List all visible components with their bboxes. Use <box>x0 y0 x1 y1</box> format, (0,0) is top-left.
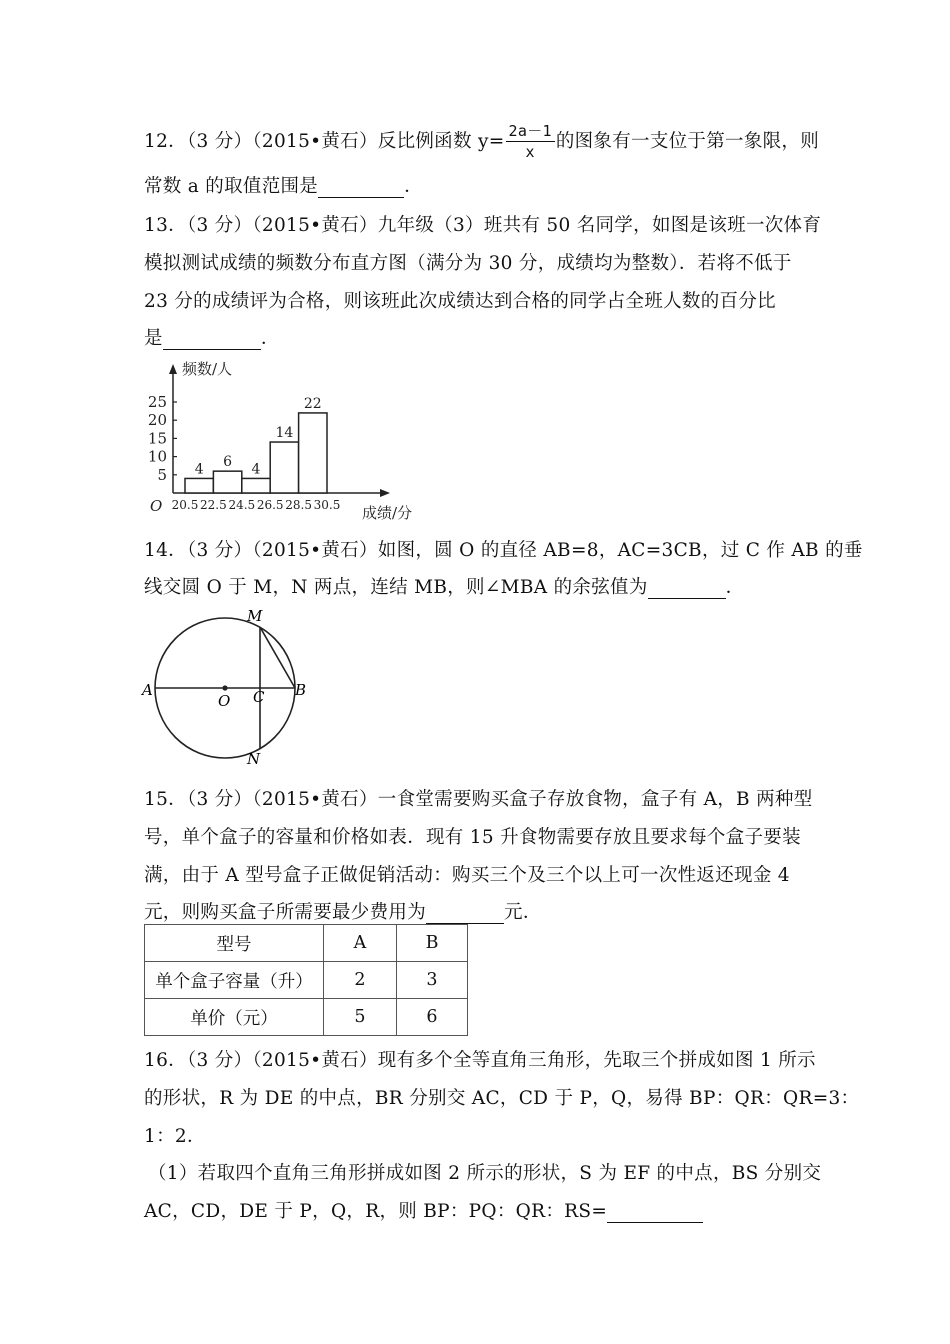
q14-line2 <box>144 573 744 599</box>
table-header-row <box>145 925 468 962</box>
label-o: O <box>218 692 231 710</box>
table-cell: 3 <box>397 962 468 999</box>
q12-text-line2: 常数 a 的取值范围是 <box>144 176 319 197</box>
q16-answer-blank[interactable] <box>607 1202 703 1223</box>
q14-text-line2: 线交圆 O 于 M，N 两点，连结 MB，则∠MBA 的余弦值为 <box>144 577 648 598</box>
q13-text-line4: 是 <box>144 328 163 349</box>
label-n: N <box>247 750 261 768</box>
q13-answer-blank[interactable] <box>163 329 261 350</box>
q15-line2: 号，单个盒子的容量和价格如表．现有 15 升食物需要存放且要求每个盒子要装 <box>144 827 801 848</box>
q13-period: ． <box>260 328 280 349</box>
y-axis-title: 频数/人 <box>182 360 233 378</box>
table-header-cell: 型号 <box>145 925 324 962</box>
table-header-cell: A <box>324 925 397 962</box>
box-spec-table <box>144 924 468 1036</box>
segment-mb <box>260 627 295 688</box>
label-a: A <box>142 681 153 699</box>
table-row <box>145 999 468 1036</box>
origin-label: O <box>150 497 163 515</box>
q15-line4 <box>144 898 542 924</box>
table-header-cell: B <box>397 925 468 962</box>
q16-line3: 1：2． <box>144 1126 206 1147</box>
q14-line1: 14．（3 分）（2015•黄石）如图，圆 O 的直径 AB=8，AC=3CB，过 C 作 AB 的垂 <box>144 540 863 561</box>
q12-text-suffix: 的图象有一支位于第一象限，则 <box>555 131 820 152</box>
table-cell: 2 <box>324 962 397 999</box>
x-tick-label: 28.5 <box>285 498 312 512</box>
histogram-bar <box>299 413 327 493</box>
x-axis-title: 成绩/分 <box>362 504 413 522</box>
q12-text-prefix: 12．（3 分）（2015•黄石）反比例函数 y= <box>144 131 505 152</box>
table-row <box>145 962 468 999</box>
q12-denominator: x <box>525 143 535 161</box>
table-cell: 单价（元） <box>145 999 324 1036</box>
bar-value-label: 4 <box>194 461 204 478</box>
histogram-text <box>148 360 412 522</box>
x-tick-label: 22.5 <box>200 498 227 512</box>
x-axis-arrow <box>380 489 390 497</box>
label-c: C <box>253 688 265 706</box>
q16-sub1-line2 <box>144 1197 703 1223</box>
bar-value-label: 22 <box>303 395 322 412</box>
q12-numerator: 2a－1 <box>506 124 555 142</box>
q14-period: ． <box>725 577 745 598</box>
q16-text-sub1-line2: AC，CD，DE 于 P，Q，R，则 BP：PQ：QR：RS= <box>144 1201 608 1222</box>
q13-line1: 13．（3 分）（2015•黄石）九年级（3）班共有 50 名同学，如图是该班一次体育 <box>144 215 822 236</box>
bar-value-label: 6 <box>223 454 233 471</box>
label-b: B <box>295 681 307 699</box>
q12-period: ． <box>404 176 423 197</box>
table-cell: 单个盒子容量（升） <box>145 962 324 999</box>
histogram-bars <box>185 413 327 493</box>
histogram-bar <box>270 442 298 493</box>
y-tick-label: 15 <box>147 429 167 448</box>
q15-answer-blank[interactable] <box>426 903 504 924</box>
histogram-bar <box>213 471 241 493</box>
x-tick-label: 20.5 <box>171 498 199 512</box>
y-tick-label: 5 <box>157 465 167 484</box>
center-point-o <box>222 685 227 690</box>
x-tick-label: 30.5 <box>313 498 341 512</box>
histogram-bar <box>185 478 213 493</box>
y-tick-label: 25 <box>147 393 167 411</box>
q16-sub1-line1: （1）若取四个直角三角形拼成如图 2 所示的形状，S 为 EF 的中点，BS 分别交 <box>148 1163 822 1184</box>
q12-line2 <box>144 172 423 198</box>
bar-value-label: 4 <box>251 461 261 478</box>
table-cell: 6 <box>397 999 468 1036</box>
q15-text-line4: 元，则购买盒子所需要最少费用为 <box>144 902 427 923</box>
q13-line2: 模拟测试成绩的频数分布直方图（满分为 30 分，成绩均为整数）．若将不低于 <box>144 253 792 274</box>
circle-figure <box>138 604 318 774</box>
q15-line1: 15．（3 分）（2015•黄石）一食堂需要购买盒子存放食物，盒子有 A，B 两种型 <box>144 789 813 810</box>
label-m: M <box>247 607 263 625</box>
q16-line2: 的形状，R 为 DE 的中点，BR 分别交 AC，CD 于 P，Q，易得 BP：QR：QR=3： <box>144 1088 860 1109</box>
q15-text-end: 元． <box>504 902 542 923</box>
y-axis-arrow <box>169 364 177 374</box>
y-tick-label: 20 <box>147 411 167 430</box>
x-tick-label: 24.5 <box>228 498 256 512</box>
q14-answer-blank[interactable] <box>648 578 726 599</box>
q12-answer-blank[interactable] <box>318 177 404 198</box>
histogram-bar <box>242 478 270 493</box>
q16-line1: 16．（3 分）（2015•黄石）现有多个全等直角三角形，先取三个拼成如图 1 所示 <box>144 1050 816 1071</box>
q13-line3: 23 分的成绩评为合格，则该班此次成绩达到合格的同学占全班人数的百分比 <box>144 291 776 312</box>
x-tick-label: 26.5 <box>256 498 284 512</box>
bar-value-label: 14 <box>275 425 294 442</box>
q12-line1 <box>144 124 819 160</box>
q15-line3: 满，由于 A 型号盒子正做促销活动：购买三个及三个以上可一次性返还现金 4 <box>144 865 790 886</box>
y-tick-label: 10 <box>147 447 167 466</box>
table-cell: 5 <box>324 999 397 1036</box>
histogram-chart <box>140 354 440 526</box>
q12-fraction <box>506 124 555 160</box>
q13-line4 <box>144 324 280 350</box>
